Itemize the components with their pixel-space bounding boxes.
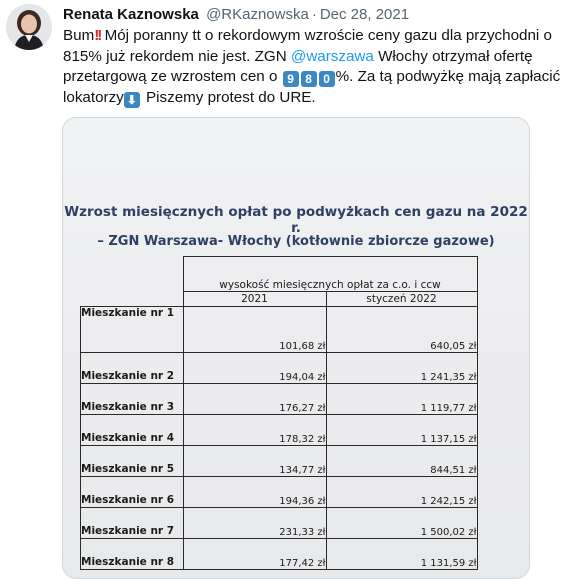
table-row xyxy=(81,307,478,353)
value-2022: 844,51 zł xyxy=(326,446,477,477)
tweet-media-image[interactable] xyxy=(62,117,530,579)
row-label: Mieszkanie nr 3 xyxy=(81,384,184,415)
column-header-2022: styczeń 2022 xyxy=(326,292,477,307)
table-group-header: wysokość miesięcznych opłat za c.o. i ccw xyxy=(183,257,477,292)
value-2021: 178,32 zł xyxy=(183,415,326,446)
value-2022: 1 131,59 zł xyxy=(326,539,477,570)
row-label: Mieszkanie nr 7 xyxy=(81,508,184,539)
table-row xyxy=(81,384,478,415)
value-2021: 101,68 zł xyxy=(183,307,326,353)
value-2022: 1 137,15 zł xyxy=(326,415,477,446)
row-label: Mieszkanie nr 5 xyxy=(81,446,184,477)
table-row xyxy=(81,539,478,570)
table-row xyxy=(81,477,478,508)
value-2022: 1 500,02 zł xyxy=(326,508,477,539)
table-row xyxy=(81,353,478,384)
keycap-digit-icon: 8 xyxy=(301,71,317,87)
tweet-text xyxy=(63,26,568,108)
separator-dot: · xyxy=(311,6,317,23)
table-row xyxy=(81,446,478,477)
value-2021: 176,27 zł xyxy=(183,384,326,415)
tweet-text-part4: Piszemy protest do URE. xyxy=(141,88,316,106)
row-label: Mieszkanie nr 1 xyxy=(81,307,184,353)
author-avatar[interactable] xyxy=(6,4,52,50)
document-photo xyxy=(63,118,529,578)
keycap-digit-icon: 0 xyxy=(319,71,335,87)
value-2021: 194,36 zł xyxy=(183,477,326,508)
row-label: Mieszkanie nr 8 xyxy=(81,539,184,570)
row-label: Mieszkanie nr 2 xyxy=(81,353,184,384)
column-header-2021: 2021 xyxy=(183,292,326,307)
author-handle[interactable]: @RKaznowska xyxy=(206,6,309,23)
keycap-digit-icon: 9 xyxy=(283,71,299,87)
row-label: Mieszkanie nr 4 xyxy=(81,415,184,446)
double-exclamation-icon: !! xyxy=(94,27,101,44)
table-row xyxy=(81,508,478,539)
value-2021: 194,04 zł xyxy=(183,353,326,384)
value-2022: 640,05 zł xyxy=(326,307,477,353)
mention-link[interactable]: @warszawa xyxy=(290,47,374,65)
cost-table xyxy=(80,256,478,570)
value-2022: 1 241,35 zł xyxy=(326,353,477,384)
tweet-text-part3: %. Za tą podwyżkę mają zapłacić lokatorzy xyxy=(63,68,561,106)
tweet-text-start: Bum xyxy=(63,27,95,44)
document-title-line1: Wzrost miesięcznych opłat po podwyżkach cen gazu na 2022 r. xyxy=(64,204,528,236)
value-2021: 134,77 zł xyxy=(183,446,326,477)
down-arrow-icon: ⬇ xyxy=(124,92,140,108)
document-title-line2: – ZGN Warszawa- Włochy (kotłownie zbiorcze gazowe) xyxy=(97,234,495,249)
table-row xyxy=(81,415,478,446)
value-2022: 1 242,15 zł xyxy=(326,477,477,508)
value-2021: 177,42 zł xyxy=(183,539,326,570)
author-name[interactable]: Renata Kaznowska xyxy=(63,6,199,23)
value-2022: 1 119,77 zł xyxy=(326,384,477,415)
tweet-text-part2: Włochy otrzymał ofertę przetargową ze wzrostem cen o xyxy=(63,47,533,85)
value-2021: 231,33 zł xyxy=(183,508,326,539)
tweet-text-part1: Mój poranny tt o rekordowym wzroście ceny gazu dla przychodni o 815% już rekordem nie jest. ZGN xyxy=(63,27,552,65)
tweet-date[interactable]: Dec 28, 2021 xyxy=(319,6,410,23)
tweet-header xyxy=(63,6,409,24)
row-label: Mieszkanie nr 6 xyxy=(81,477,184,508)
